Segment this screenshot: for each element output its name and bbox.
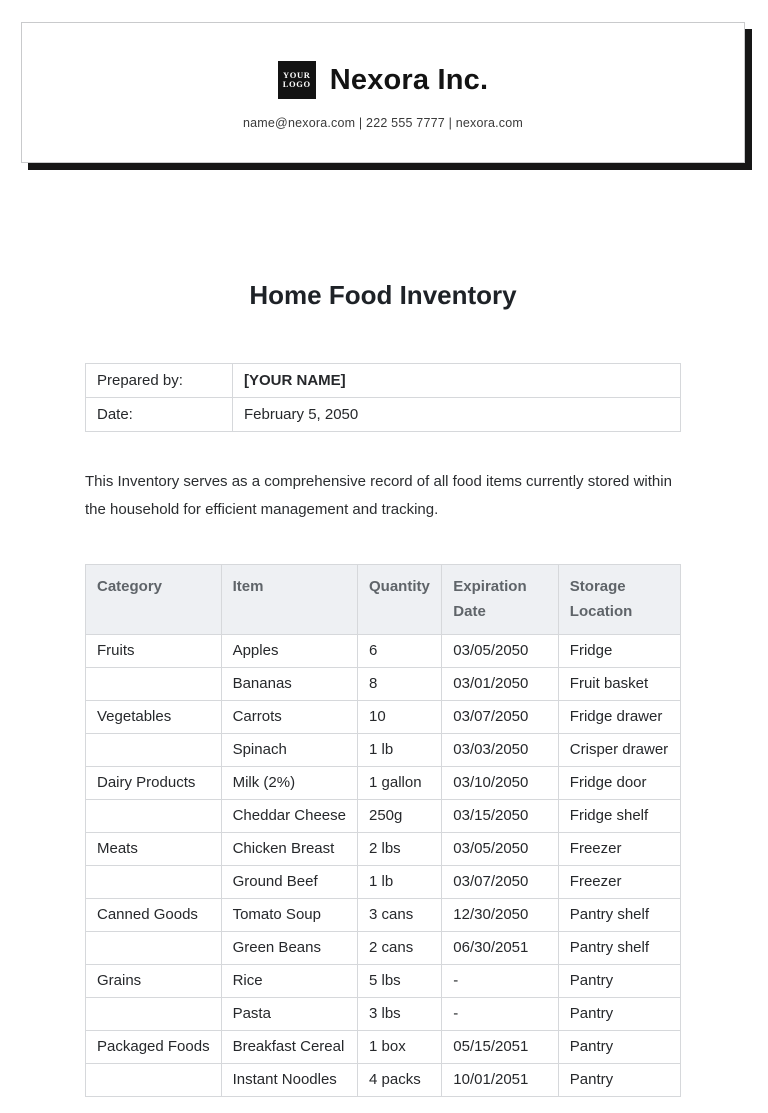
inventory-table-body [86, 634, 681, 1096]
cell-category [86, 667, 222, 700]
meta-row-prepared-by [86, 364, 681, 398]
cell-item: Instant Noodles [221, 1063, 357, 1096]
cell-expiration: 03/07/2050 [442, 865, 559, 898]
letterhead [21, 22, 745, 163]
cell-storage: Pantry [558, 997, 680, 1030]
cell-category: Canned Goods [86, 898, 222, 931]
cell-quantity: 1 box [358, 1030, 442, 1063]
column-header-category: Category [86, 564, 222, 634]
column-header-storage-location: Storage Location [558, 564, 680, 634]
table-row [86, 1063, 681, 1096]
cell-item: Carrots [221, 700, 357, 733]
logo-text-line1: YOUR [283, 69, 311, 80]
cell-expiration: - [442, 997, 559, 1030]
prepared-by-label: Prepared by: [86, 364, 233, 398]
table-row [86, 931, 681, 964]
date-value: February 5, 2050 [233, 398, 681, 432]
cell-item: Milk (2%) [221, 766, 357, 799]
table-row [86, 865, 681, 898]
cell-expiration: 05/15/2051 [442, 1030, 559, 1063]
cell-expiration: 03/15/2050 [442, 799, 559, 832]
cell-quantity: 10 [358, 700, 442, 733]
cell-storage: Pantry [558, 964, 680, 997]
table-row [86, 667, 681, 700]
cell-item: Chicken Breast [221, 832, 357, 865]
intro-paragraph: This Inventory serves as a comprehensive record of all food items currently stored within the household for efficient management and tracking. [85, 473, 672, 518]
cell-quantity: 1 gallon [358, 766, 442, 799]
cell-expiration: 03/01/2050 [442, 667, 559, 700]
cell-category: Vegetables [86, 700, 222, 733]
cell-item: Rice [221, 964, 357, 997]
cell-category [86, 1063, 222, 1096]
cell-storage: Fruit basket [558, 667, 680, 700]
cell-storage: Fridge shelf [558, 799, 680, 832]
cell-storage: Fridge [558, 634, 680, 667]
cell-quantity: 3 lbs [358, 997, 442, 1030]
table-row [86, 964, 681, 997]
cell-category [86, 997, 222, 1030]
brand-row [22, 61, 744, 99]
cell-item: Ground Beef [221, 865, 357, 898]
cell-category: Meats [86, 832, 222, 865]
logo-text-line2: LOGO [282, 79, 311, 89]
date-label: Date: [86, 398, 233, 432]
cell-storage: Pantry shelf [558, 931, 680, 964]
cell-storage: Pantry [558, 1030, 680, 1063]
cell-storage: Crisper drawer [558, 733, 680, 766]
meta-row-date [86, 398, 681, 432]
company-logo-icon [278, 61, 316, 99]
cell-storage: Fridge door [558, 766, 680, 799]
cell-quantity: 4 packs [358, 1063, 442, 1096]
cell-expiration: 12/30/2050 [442, 898, 559, 931]
contact-line: name@nexora.com | 222 555 7777 | nexora.com [242, 116, 524, 130]
cell-item: Apples [221, 634, 357, 667]
cell-quantity: 1 lb [358, 865, 442, 898]
cell-quantity: 2 cans [358, 931, 442, 964]
cell-item: Spinach [221, 733, 357, 766]
cell-quantity: 1 lb [358, 733, 442, 766]
cell-category [86, 931, 222, 964]
cell-item: Cheddar Cheese [221, 799, 357, 832]
cell-item: Green Beans [221, 931, 357, 964]
cell-expiration: 06/30/2051 [442, 931, 559, 964]
cell-quantity: 250g [358, 799, 442, 832]
cell-item: Pasta [221, 997, 357, 1030]
cell-quantity: 6 [358, 634, 442, 667]
table-row [86, 898, 681, 931]
column-header-expiration-date: Expiration Date [442, 564, 559, 634]
table-row [86, 634, 681, 667]
cell-storage: Pantry [558, 1063, 680, 1096]
cell-category: Dairy Products [86, 766, 222, 799]
cell-quantity: 5 lbs [358, 964, 442, 997]
cell-expiration: 03/07/2050 [442, 700, 559, 733]
company-name: Nexora Inc. [329, 63, 489, 96]
meta-table [85, 363, 681, 432]
table-row [86, 700, 681, 733]
cell-category [86, 865, 222, 898]
cell-category: Fruits [86, 634, 222, 667]
table-row [86, 799, 681, 832]
cell-item: Breakfast Cereal [221, 1030, 357, 1063]
column-header-quantity: Quantity [358, 564, 442, 634]
column-header-item: Item [221, 564, 357, 634]
prepared-by-value: [YOUR NAME] [233, 364, 681, 398]
table-row [86, 997, 681, 1030]
page-title: Home Food Inventory [249, 280, 517, 310]
cell-expiration: 03/05/2050 [442, 634, 559, 667]
cell-storage: Pantry shelf [558, 898, 680, 931]
cell-item: Bananas [221, 667, 357, 700]
cell-category [86, 799, 222, 832]
cell-expiration: 03/03/2050 [442, 733, 559, 766]
cell-storage: Freezer [558, 865, 680, 898]
table-row [86, 733, 681, 766]
cell-category [86, 733, 222, 766]
cell-expiration: - [442, 964, 559, 997]
cell-expiration: 03/10/2050 [442, 766, 559, 799]
cell-category: Packaged Foods [86, 1030, 222, 1063]
table-row [86, 1030, 681, 1063]
cell-quantity: 3 cans [358, 898, 442, 931]
document-content [85, 164, 681, 1097]
cell-storage: Fridge drawer [558, 700, 680, 733]
cell-quantity: 8 [358, 667, 442, 700]
cell-quantity: 2 lbs [358, 832, 442, 865]
table-row [86, 832, 681, 865]
cell-storage: Freezer [558, 832, 680, 865]
inventory-header-row [86, 564, 681, 634]
cell-category: Grains [86, 964, 222, 997]
cell-expiration: 10/01/2051 [442, 1063, 559, 1096]
inventory-table [85, 564, 681, 1097]
table-row [86, 766, 681, 799]
cell-item: Tomato Soup [221, 898, 357, 931]
cell-expiration: 03/05/2050 [442, 832, 559, 865]
